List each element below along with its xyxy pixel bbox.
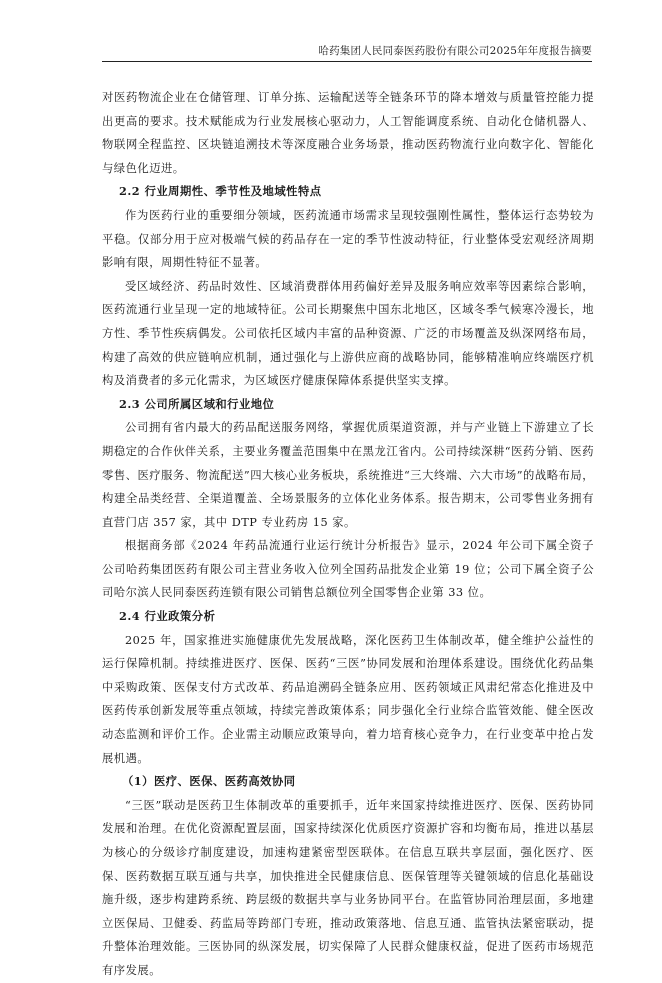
section-heading-2-2: 2.2 行业周期性、季节性及地域性特点	[119, 184, 322, 199]
section-heading-2-4: 2.4 行业政策分析	[119, 609, 216, 624]
paragraph-policy: 2025 年，国家推进实施健康优先发展战略，深化医药卫生体制改革，健全维护公益性的运行保障机制。持续推进医疗、医保、医药“三医”协同发展和治理体系建设。围绕优化药品集中采购政策、医保支付方式改革、药品追溯码全链条应用、医药领域正风肃纪常态化推进及中医药传承创新发展等重点领域，持续完善政策体系；同步强化全行业综合监管效能、健全医改动态监测和评价工作。企业需主动顺应政策导向，着力培育核心竞争力，在行业变革中抢占发展机遇。	[102, 633, 594, 765]
subheading-three-medical: （1）医疗、医保、医药高效协同	[122, 774, 296, 789]
paragraph-network: 公司拥有省内最大的药品配送服务网络，掌握优质渠道资源，并与产业链上下游建立了长期稳定的合作伙伴关系，主要业务覆盖范围集中在黑龙江省内。公司持续深耕“医药分销、医药零售、医疗服务、物流配送”四大核心业务板块，系统推进“三大终端、六大市场”的战略布局，构建全品类经营、全渠道覆盖、全场景服务的立体化业务体系。报告期末，公司零售业务拥有直营门店 357 家，其中 DTP 专业药房 15 家。	[102, 421, 594, 529]
paragraph-three-medical: “三医”联动是医药卫生体制改革的重要抓手，近年来国家持续推进医疗、医保、医药协同发展和治理。在优化资源配置层面，国家持续深化优质医疗资源扩容和均衡布局，推进以基层为核心的分级诊疗制度建设，加速构建紧密型医联体。在信息互联共享层面，强化医疗、医保、医药数据互联互通与共享，加快推进全民健康信息、医保管理等关键领域的信息化基础设施升级，逐步构建跨系统、跨层级的数据共享与业务协同平台。在监管协同治理层面，多地建立医保局、卫健委、药监局等跨部门专班，推动政策落地、信息互通、监管执法紧密联动，提升整体治理效能。三医协同的纵深发展，切实保障了人民群众健康权益，促进了医药市场规范有序发展。	[102, 798, 594, 977]
section-heading-2-3: 2.3 公司所属区域和行业地位	[119, 396, 275, 411]
paragraph-cyclicality: 作为医药行业的重要细分领域，医药流通市场需求呈现较强刚性属性，整体运行态势较为平稳。仅部分用于应对极端气候的药品存在一定的季节性波动特征，行业整体受宏观经济周期影响有限，周期性特征不显著。	[102, 208, 594, 270]
paragraph-regional: 受区域经济、药品时效性、区域消费群体用药偏好差异及服务响应效率等因素综合影响，医药流通行业呈现一定的地域特征。公司长期聚焦中国东北地区，区域冬季气候寒冷漫长，地方性、季节性疾病偶发。公司依托区域内丰富的品种资源、广泛的市场覆盖及纵深网络布局，构建了高效的供应链响应机制，通过强化与上游供应商的战略协同，能够精准响应终端医疗机构及消费者的多元化需求，为区域医疗健康保障体系提供坚实支撑。	[102, 279, 594, 388]
paragraph-logistics-continued: 对医药物流企业在仓储管理、订单分拣、运输配送等全链条环节的降本增效与质量管控能力提出更高的要求。技术赋能成为行业发展核心驱动力，人工智能调度系统、自动化仓储机器人、物联网全程监控、区块链追溯技术等深度融合业务场景，推动医药物流行业向数字化、智能化与绿色化迈进。	[102, 91, 594, 175]
page-header: 哈药集团人民同泰医药股份有限公司2025年年度报告摘要	[102, 41, 592, 62]
paragraph-ranking: 根据商务部《2024 年药品流通行业运行统计分析报告》显示，2024 年公司下属全资子公司哈药集团医药有限公司主营业务收入位列全国药品批发企业第 19 位；公司下属全资子公司哈尔滨人民同泰医药连锁有限公司销售总额位列全国零售企业第 33 位。	[102, 539, 594, 600]
document-body	[102, 86, 594, 983]
